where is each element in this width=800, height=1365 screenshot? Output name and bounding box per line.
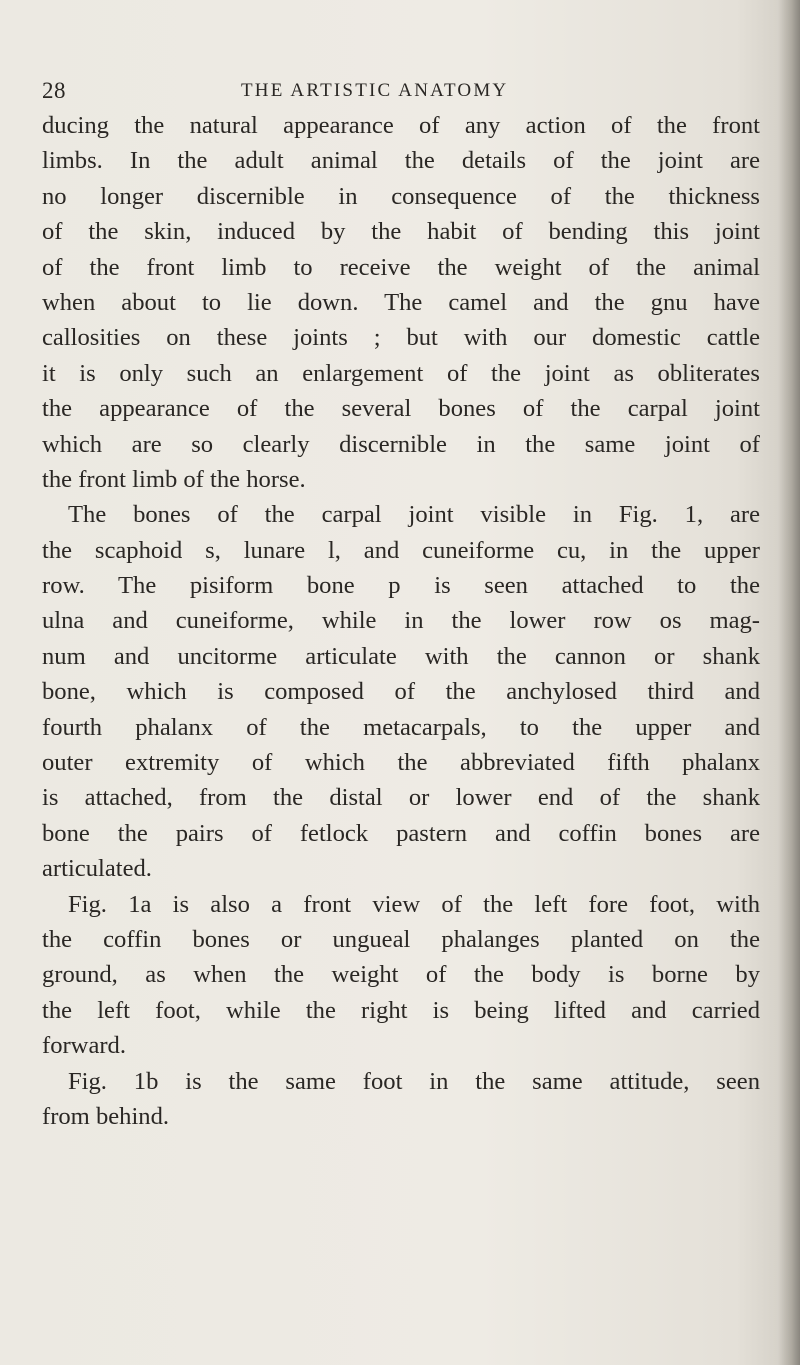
text-line: fourth phalanx of the metacarpals, to the upper and xyxy=(42,713,760,741)
running-head: THE ARTISTIC ANATOMY xyxy=(241,80,509,101)
text-line: of the front limb to receive the weight of the animal xyxy=(42,253,760,281)
text-line: Fig. 1a is also a front view of the left fore foot, with xyxy=(68,890,760,918)
text-line: of the skin, induced by the habit of bending this joint xyxy=(42,218,760,246)
text-line: ground, as when the weight of the body is borne by xyxy=(42,961,760,989)
text-line: articulated. xyxy=(42,855,152,883)
text-line: The bones of the carpal joint visible in Fig. 1, are xyxy=(68,501,760,529)
text-line: the appearance of the several bones of the carpal joint xyxy=(42,395,760,423)
text-line: ulna and cuneiforme, while in the lower row os mag- xyxy=(42,607,760,635)
text-line: is attached, from the distal or lower end of the shank xyxy=(42,784,760,812)
text-line: it is only such an enlargement of the joint as obliterates xyxy=(42,359,760,387)
text-line: the front limb of the horse. xyxy=(42,465,306,493)
text-line: the coffin bones or ungueal phalanges planted on the xyxy=(42,925,760,953)
text-line: Fig. 1b is the same foot in the same attitude, seen xyxy=(68,1067,760,1095)
text-line: row. The pisiform bone p is seen attached to the xyxy=(42,572,760,600)
text-line: the scaphoid s, lunare l, and cuneiforme cu, in the upper xyxy=(42,536,760,564)
text-line: forward. xyxy=(42,1032,126,1060)
page-header xyxy=(42,78,742,108)
text-line: bone, which is composed of the anchylosed third and xyxy=(42,678,760,706)
page-edge-shadow xyxy=(778,0,800,1365)
text-line: no longer discernible in consequence of the thickness xyxy=(42,182,760,210)
text-line: bone the pairs of fetlock pastern and coffin bones are xyxy=(42,819,760,847)
text-line: outer extremity of which the abbreviated fifth phalanx xyxy=(42,749,760,777)
text-line: limbs. In the adult animal the details of the joint are xyxy=(42,147,760,175)
text-line: when about to lie down. The camel and the gnu have xyxy=(42,288,760,316)
text-line: from behind. xyxy=(42,1102,170,1130)
page-number: 28 xyxy=(42,78,66,103)
text-line: num and uncitorme articulate with the cannon or shank xyxy=(42,642,760,670)
text-line: the left foot, while the right is being lifted and carried xyxy=(42,996,760,1024)
text-line: ducing the natural appearance of any action of the front xyxy=(42,112,760,139)
text-line: callosities on these joints ; but with our domestic cattle xyxy=(42,324,760,352)
text-line: which are so clearly discernible in the same joint of xyxy=(42,430,760,458)
body-text xyxy=(42,108,760,1134)
